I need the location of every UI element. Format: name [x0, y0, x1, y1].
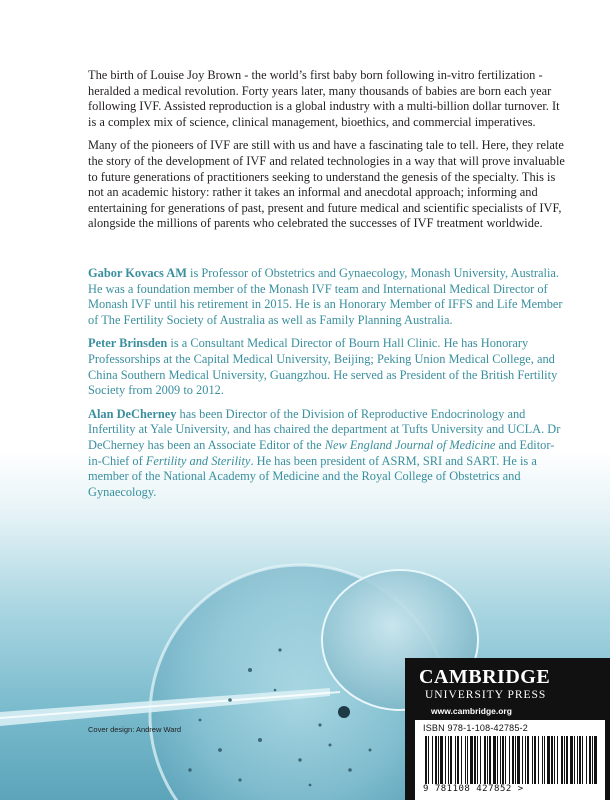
barcode-bar: [474, 736, 476, 784]
barcode-bar: [470, 736, 473, 784]
bio-gabor-kovacs: [88, 266, 568, 328]
publisher-url: www.cambridge.org: [431, 706, 512, 716]
barcode-bar: [487, 736, 488, 784]
author-name: Alan DeCherney: [88, 406, 177, 421]
barcode-bar: [586, 736, 587, 784]
barcode-bar: [493, 736, 496, 784]
barcode-bar: [579, 736, 581, 784]
barcode-bar: [505, 736, 506, 784]
barcode-bar: [547, 736, 550, 784]
barcode-icon: [423, 736, 597, 784]
barcode-bar: [467, 736, 468, 784]
author-name: Gabor Kovacs AM: [88, 266, 187, 280]
barcode-bar: [561, 736, 563, 784]
barcode-bar: [502, 736, 504, 784]
barcode-bar: [574, 736, 575, 784]
barcode-bar: [582, 736, 583, 784]
barcode-bar: [542, 736, 543, 784]
barcode-bar: [570, 736, 573, 784]
barcode-bar: [527, 736, 529, 784]
cover-credit: Cover design: Andrew Ward: [88, 725, 182, 734]
barcode-bar: [489, 736, 491, 784]
barcode-bar: [532, 736, 533, 784]
description-block: [88, 68, 568, 240]
bio-peter-brinsden: [88, 336, 568, 398]
author-name: Peter Brinsden: [88, 336, 168, 351]
barcode-bar: [445, 736, 446, 784]
barcode-bar: [438, 736, 439, 784]
bio-text: and Editor-in-Chief of: [88, 437, 555, 468]
barcode-bar: [428, 736, 429, 784]
bio-text: is a Consultant Medical Director of Bourn Hall Clinic. He has Honorary Professorships at the Capital Medical University, Beijing; Peking Union Medical College, and China Southern Medical University, Guangzhou. He served as President of the British Fertility Society from 2009 to 2012.: [88, 336, 558, 398]
barcode-box: [415, 720, 605, 800]
barcode-bar: [594, 736, 597, 784]
publisher-press: UNIVERSITY PRESS: [425, 689, 547, 701]
barcode-bar: [450, 736, 452, 784]
barcode-bar: [457, 736, 459, 784]
barcode-bar: [500, 736, 501, 784]
publisher-name: CAMBRIDGE: [419, 666, 551, 688]
description-paragraph-2: Many of the pioneers of IVF are still with us and have a fascinating tale to tell. Here, they relate the story of the development of IVF and related technologies in a way that will prove invaluable to future generations of practitioners seeking to understand the genesis of the specialty. This is not an academic history: rather it takes an informal and anecdotal approach; informing and entertaining for generations of past, present and future medical and scientific specialists of IVF, alongside the millions of parents who celebrated the successes of IVF treatment worldwide.: [88, 138, 565, 231]
journal-title: New England Journal of Medicine: [324, 437, 496, 452]
bio-text: has been Director of the Division of Reproductive Endocrinology and Infertility at Yale University, and has chaired the department at Tufts University and UCLA. Dr DeCherney has been an Associate Editor of the: [88, 406, 561, 452]
barcode-bar: [477, 736, 478, 784]
barcode-bar: [544, 736, 545, 784]
barcode-bar: [557, 736, 558, 784]
barcode-bar: [425, 736, 427, 784]
bio-alan-decherney: [88, 407, 568, 501]
barcode-bar: [435, 736, 437, 784]
barcode-bar: [455, 736, 456, 784]
barcode-bar: [538, 736, 539, 784]
barcode-bar: [497, 736, 498, 784]
barcode-bar: [592, 736, 593, 784]
barcode-bar: [517, 736, 520, 784]
barcode-bar: [512, 736, 514, 784]
barcode-bar: [551, 736, 553, 784]
barcode-bar: [509, 736, 510, 784]
barcode-bar: [480, 736, 481, 784]
barcode-bar: [515, 736, 516, 784]
bio-text: . He has been president of ASRM, SRI and SART. He is a member of the National Academy of Medicine and the Royal College of Obstetrics and Gynaecology.: [88, 453, 537, 499]
bio-text: is Professor of Obstetrics and Gynaecology, Monash University, Australia. He was a foundation member of the Monash IVF team and International Medical Director of Monash IVF until his retirement in 2015. He is an Honorary Member of IFFS and Life Member of The Fertility Society of Australia as well as Family Planning Australia.: [88, 266, 563, 327]
journal-title: Fertility and Sterility: [145, 453, 251, 468]
barcode-bar: [577, 736, 578, 784]
barcode-digits: 9 781108 427852 >: [423, 784, 524, 794]
barcode-bar: [448, 736, 449, 784]
barcode-bar: [566, 736, 568, 784]
isbn-label: ISBN 978-1-108-42785-2: [423, 723, 528, 733]
barcode-bar: [440, 736, 443, 784]
barcode-bar: [554, 736, 555, 784]
barcode-bar: [465, 736, 466, 784]
barcode-bar: [589, 736, 591, 784]
barcode-bar: [461, 736, 462, 784]
barcode-bar: [522, 736, 523, 784]
description-paragraph-1: The birth of Louise Joy Brown - the world’s first baby born following in-vitro fertilization - heralded a medical revolution. Forty years later, many thousands of babies are born each year following IVF. Assisted reproduction is a global industry with a multi-billion dollar turnover. It is a complex mix of science, clinical management, bioethics, and commercial imperatives.: [88, 68, 560, 129]
barcode-bar: [484, 736, 486, 784]
barcode-bar: [432, 736, 433, 784]
barcode-bar: [525, 736, 526, 784]
author-bios: [88, 266, 568, 508]
barcode-bar: [564, 736, 565, 784]
barcode-bar: [534, 736, 536, 784]
publisher-panel: [405, 658, 610, 800]
